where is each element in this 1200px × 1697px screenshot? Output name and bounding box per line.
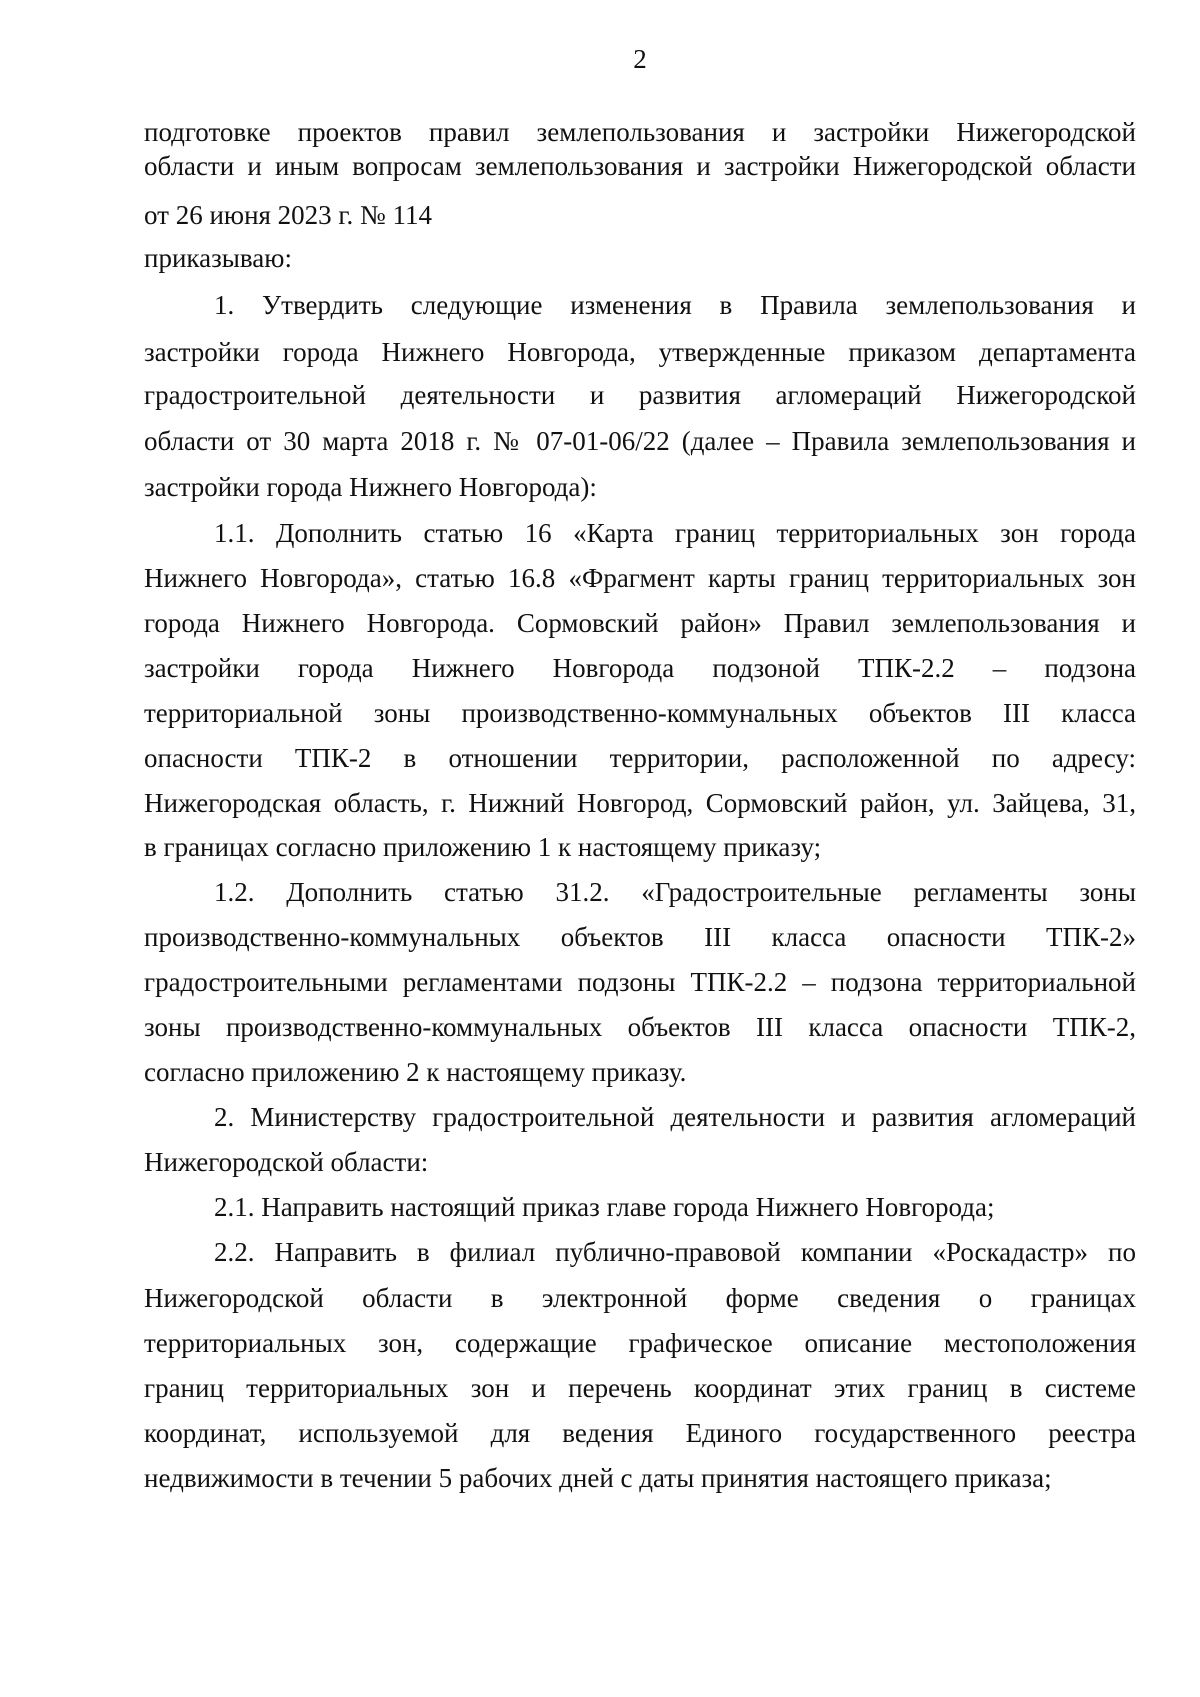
text-line: градостроительными регламентами подзоны ТПК-2.2 – подзона территориальной	[144, 967, 1136, 997]
text-line: 2. Министерству градостроительной деятельности и развития агломераций	[214, 1102, 1136, 1132]
text-line: территориальных зон, содержащие графическое описание местоположения	[144, 1328, 1136, 1358]
text-line: градостроительной деятельности и развития агломераций Нижегородской	[144, 380, 1136, 410]
text-line: области и иным вопросам землепользования и застройки Нижегородской области	[144, 151, 1136, 181]
text-line: 1.1. Дополнить статью 16 «Карта границ территориальных зон города	[214, 518, 1136, 548]
text-line: города Нижнего Новгорода. Сормовский район» Правил землепользования и	[144, 608, 1136, 638]
text-line: застройки города Нижнего Новгорода подзоной ТПК-2.2 – подзона	[144, 653, 1136, 683]
text-line: зоны производственно-коммунальных объектов III класса опасности ТПК-2,	[144, 1012, 1136, 1042]
text-line: производственно-коммунальных объектов III класса опасности ТПК-2»	[144, 922, 1136, 952]
text-line: согласно приложению 2 к настоящему приказу.	[144, 1057, 687, 1087]
text-line: 2.1. Направить настоящий приказ главе города Нижнего Новгорода;	[214, 1192, 995, 1222]
text-line: опасности ТПК-2 в отношении территории, расположенной по адресу:	[144, 743, 1136, 773]
text-line: координат, используемой для ведения Единого государственного реестра	[144, 1418, 1136, 1448]
text-line: 1. Утвердить следующие изменения в Правила землепользования и	[214, 290, 1136, 320]
text-line: застройки города Нижнего Новгорода, утвержденные приказом департамента	[144, 337, 1136, 367]
text-line: области от 30 марта 2018 г. № 07-01-06/22 (далее – Правила землепользования и	[144, 426, 1136, 456]
text-line: подготовке проектов правил землепользования и застройки Нижегородской	[144, 117, 1136, 147]
text-line: Нижегородская область, г. Нижний Новгород, Сормовский район, ул. Зайцева, 31,	[144, 788, 1136, 818]
text-line: 1.2. Дополнить статью 31.2. «Градостроительные регламенты зоны	[214, 877, 1136, 907]
text-line: от 26 июня 2023 г. № 114	[144, 200, 432, 230]
text-line: Нижнего Новгорода», статью 16.8 «Фрагмент карты границ территориальных зон	[144, 563, 1136, 593]
text-line: границ территориальных зон и перечень координат этих границ в системе	[144, 1373, 1136, 1403]
text-line: 2.2. Направить в филиал публично-правовой компании «Роскадастр» по	[214, 1237, 1136, 1267]
text-line: Нижегородской области:	[144, 1147, 429, 1177]
text-line: Нижегородской области в электронной форме сведения о границах	[144, 1283, 1136, 1313]
text-line: в границах согласно приложению 1 к настоящему приказу;	[144, 832, 822, 862]
page-number: 2	[633, 44, 647, 74]
text-line: недвижимости в течении 5 рабочих дней с даты принятия настоящего приказа;	[144, 1463, 1052, 1493]
text-line: приказываю:	[144, 243, 292, 273]
text-line: застройки города Нижнего Новгорода):	[144, 472, 597, 502]
text-line: территориальной зоны производственно-коммунальных объектов III класса	[144, 698, 1136, 728]
